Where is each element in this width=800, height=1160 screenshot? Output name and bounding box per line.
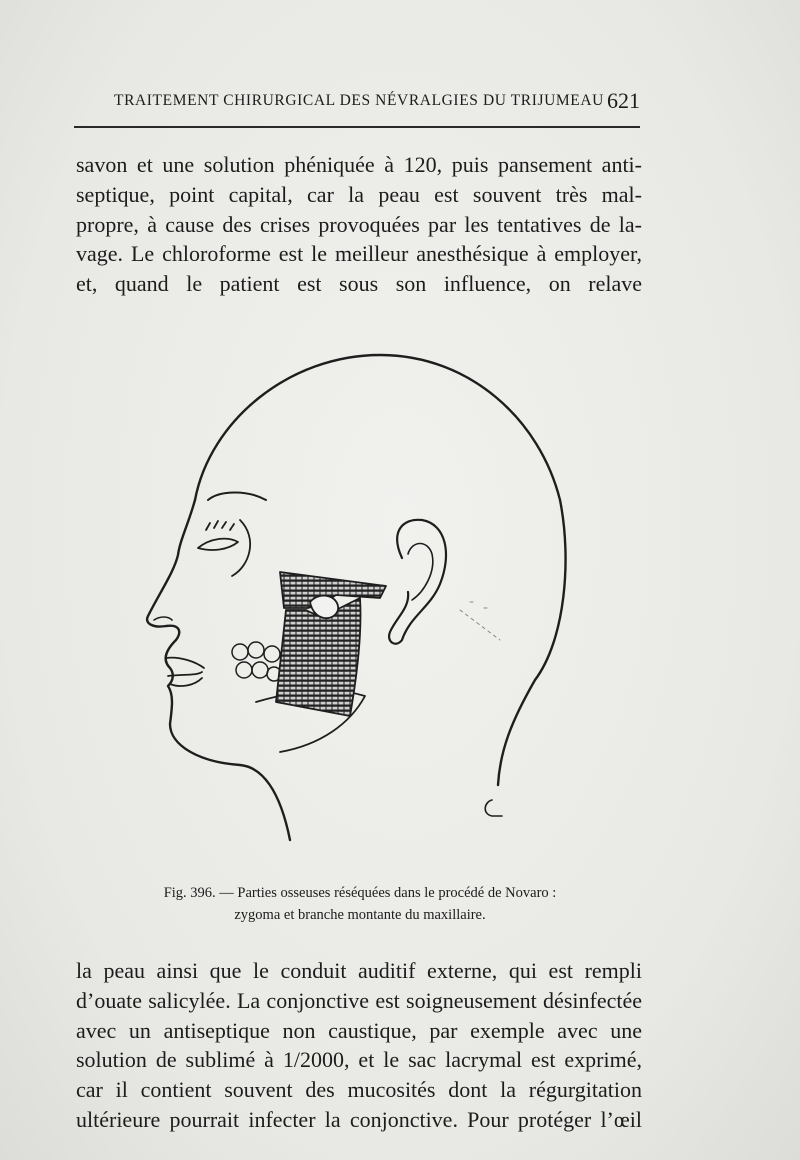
teeth: [232, 642, 281, 681]
ear: [389, 520, 446, 644]
caption-line-2: zygoma et branche montante du maxillaire.: [234, 907, 486, 923]
skull-outline: [195, 355, 566, 785]
text-line: septique, point capital, car la peau est souvent très mal-: [76, 181, 642, 207]
eye: [198, 521, 238, 550]
text-line: car il contient souvent des mucosités dont la régurgitation: [76, 1077, 642, 1103]
text-line: propre, à cause des crises provoquées par les tentatives de la-: [76, 211, 642, 237]
text-line: et, quand le patient est sous son influence, on relave: [76, 271, 642, 297]
ear-inner: [408, 544, 433, 601]
text-line: vage. Le chloroforme est le meilleur anesthésique à employer,: [76, 241, 642, 267]
text-line: solution de sublimé à 1/2000, et le sac lacrymal est exprimé,: [76, 1047, 642, 1073]
cheek-line: [232, 520, 250, 576]
running-head: [74, 88, 640, 118]
caption-line-1: Fig. 396. — Parties osseuses réséquées dans le procédé de Novaro :: [163, 885, 557, 901]
brow: [208, 493, 266, 501]
figure-caption: [100, 882, 620, 926]
text-line: la peau ainsi que le conduit auditif externe, qui est rempli: [76, 958, 642, 983]
paragraph-top: [76, 150, 642, 299]
head-profile-illustration: [140, 340, 580, 860]
text-line: avec un antiseptique non caustique, par exemple avec une: [76, 1017, 642, 1043]
running-title: TRAITEMENT CHIRURGICAL DES NÉVRALGIES DU TRIJUMEAU: [114, 92, 604, 109]
text-line: ultérieure pourrait infecter la conjonctive. Pour protéger l’œil: [76, 1106, 642, 1132]
guide-dashes: [460, 602, 500, 640]
page-number: 621: [607, 88, 640, 113]
text-line: savon et une solution phéniquée à 120, puis pansement anti-: [76, 152, 642, 177]
header-rule: [74, 126, 640, 128]
paragraph-bottom: [76, 956, 642, 1135]
artist-mark: [485, 800, 502, 816]
nostril: [154, 617, 172, 620]
figure-396: [140, 340, 580, 860]
text-line: d’ouate salicylée. La conjonctive est soigneusement désinfectée: [76, 987, 642, 1013]
